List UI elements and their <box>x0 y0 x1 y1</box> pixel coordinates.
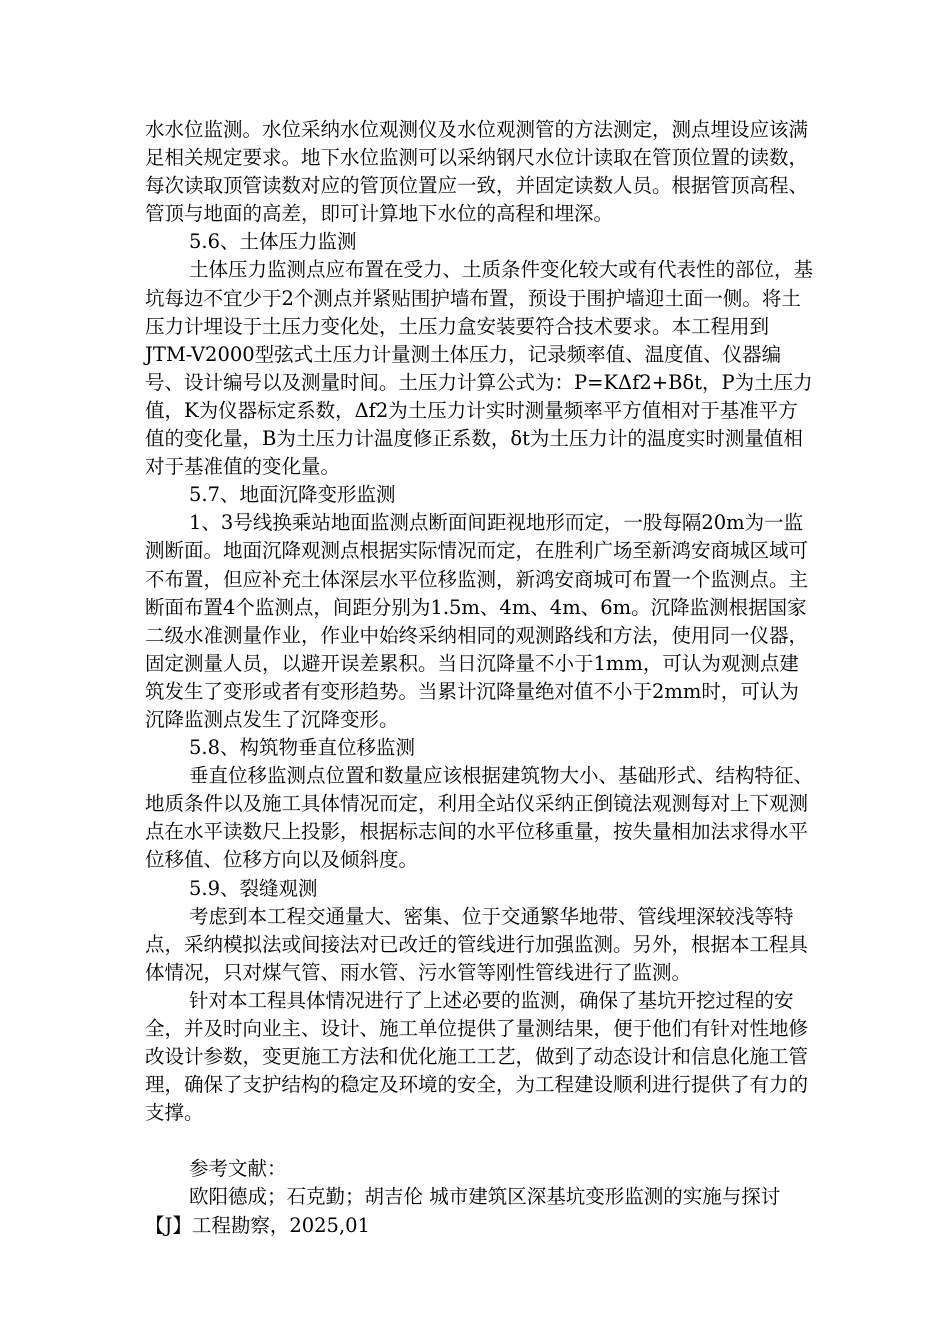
body-paragraph-ground-settlement: 1、3号线换乘站地面监测点断面间距视地形而定，一股每隔20m为一监测断面。地面沉降观测点根据实际情况而定，在胜利广场至新鸿安商城区域可不布置，但应补充土体深层水平位移监测，新鸿安商城可布置一个监测点。主断面布置4个监测点，间距分别为1.5m、4m、4m、6m。沉降监测根据国家二级水准测量作业，作业中始终采纳相同的观测路线和方法，使用同一仪器，固定测量人员，以避开误差累积。当日沉降量不小于1mm，可认为观测点建筑发生了变形或者有变形趋势。当累计沉降量绝对值不小于2mm时，可认为沉降监测点发生了沉降变形。 <box>145 511 809 731</box>
section-heading-5-8: 5.8、构筑物垂直位移监测 <box>189 736 416 760</box>
section-heading-5-6: 5.6、土体压力监测 <box>189 230 357 254</box>
body-paragraph-conclusion: 针对本工程具体情况进行了上述必要的监测，确保了基坑开挖过程的安全，并及时向业主、设计、施工单位提供了量测结果，便于他们有针对性地修改设计参数，变更施工方法和优化施工工艺，做到了动态设计和信息化施工管理，确保了支护结构的稳定及环境的安全，为工程建设顺利进行提供了有力的支撑。 <box>145 988 809 1125</box>
body-paragraph-earth-pressure: 土体压力监测点应布置在受力、土质条件变化较大或有代表性的部位，基坑每边不宜少于2个测点并紧贴围护墙布置，预设于围护墙迎土面一侧。将土压力计埋设于土压力变化处，土压力盒安装要符合技术要求。本工程用到JTM-V2000型弦式土压力计量测土体压力，记录频率值、温度值、仪器编号、设计编号以及测量时间。土压力计算公式为：P=KΔf2+Bδt，P为土压力值，K为仪器标定系数，Δf2为土压力计实时测量频率平方值相对于基准平方值的变化量，B为土压力计温度修正系数，δt为土压力计的温度实时测量值相对于基准值的变化量。 <box>145 258 814 479</box>
body-paragraph-vertical-displacement: 垂直位移监测点位置和数量应该根据建筑物大小、基础形式、结构特征、地质条件以及施工具体情况而定，利用全站仪采纳正倒镜法观测每对上下观测点在水平读数尺上投影，根据标志间的水平位移重量，按失量相加法求得水平位移值、位移方向以及倾斜度。 <box>145 764 814 872</box>
section-heading-5-7: 5.7、地面沉降变形监测 <box>189 483 396 507</box>
references-heading: 参考文献： <box>189 1157 287 1181</box>
body-paragraph-crack-observation: 考虑到本工程交通量大、密集、位于交通繁华地带、管线埋深较浅等特点，采纳模拟法或间接法对已改迁的管线进行加强监测。另外，根据本工程具体情况，只对煤气管、雨水管、污水管等刚性管线进行了监测。 <box>145 904 809 984</box>
paragraph-gap <box>145 1127 815 1155</box>
section-heading-5-9: 5.9、裂缝观测 <box>189 876 318 900</box>
body-paragraph-groundwater: 水水位监测。水位采纳水位观测仪及水位观测管的方法测定，测点埋设应该满足相关规定要求。地下水位监测可以采纳钢尺水位计读取在管顶位置的读数，每次读取顶管读数对应的管顶位置应一致，并固定读数人员。根据管顶高程、管顶与地面的高差，即可计算地下水位的高程和埋深。 <box>145 118 809 226</box>
reference-entry: 欧阳德成；石克勤；胡吉伦 城市建筑区深基坑变形监测的实施与探讨【J】工程勘察，2025,01 <box>145 1185 781 1237</box>
document-body <box>145 116 815 1240</box>
